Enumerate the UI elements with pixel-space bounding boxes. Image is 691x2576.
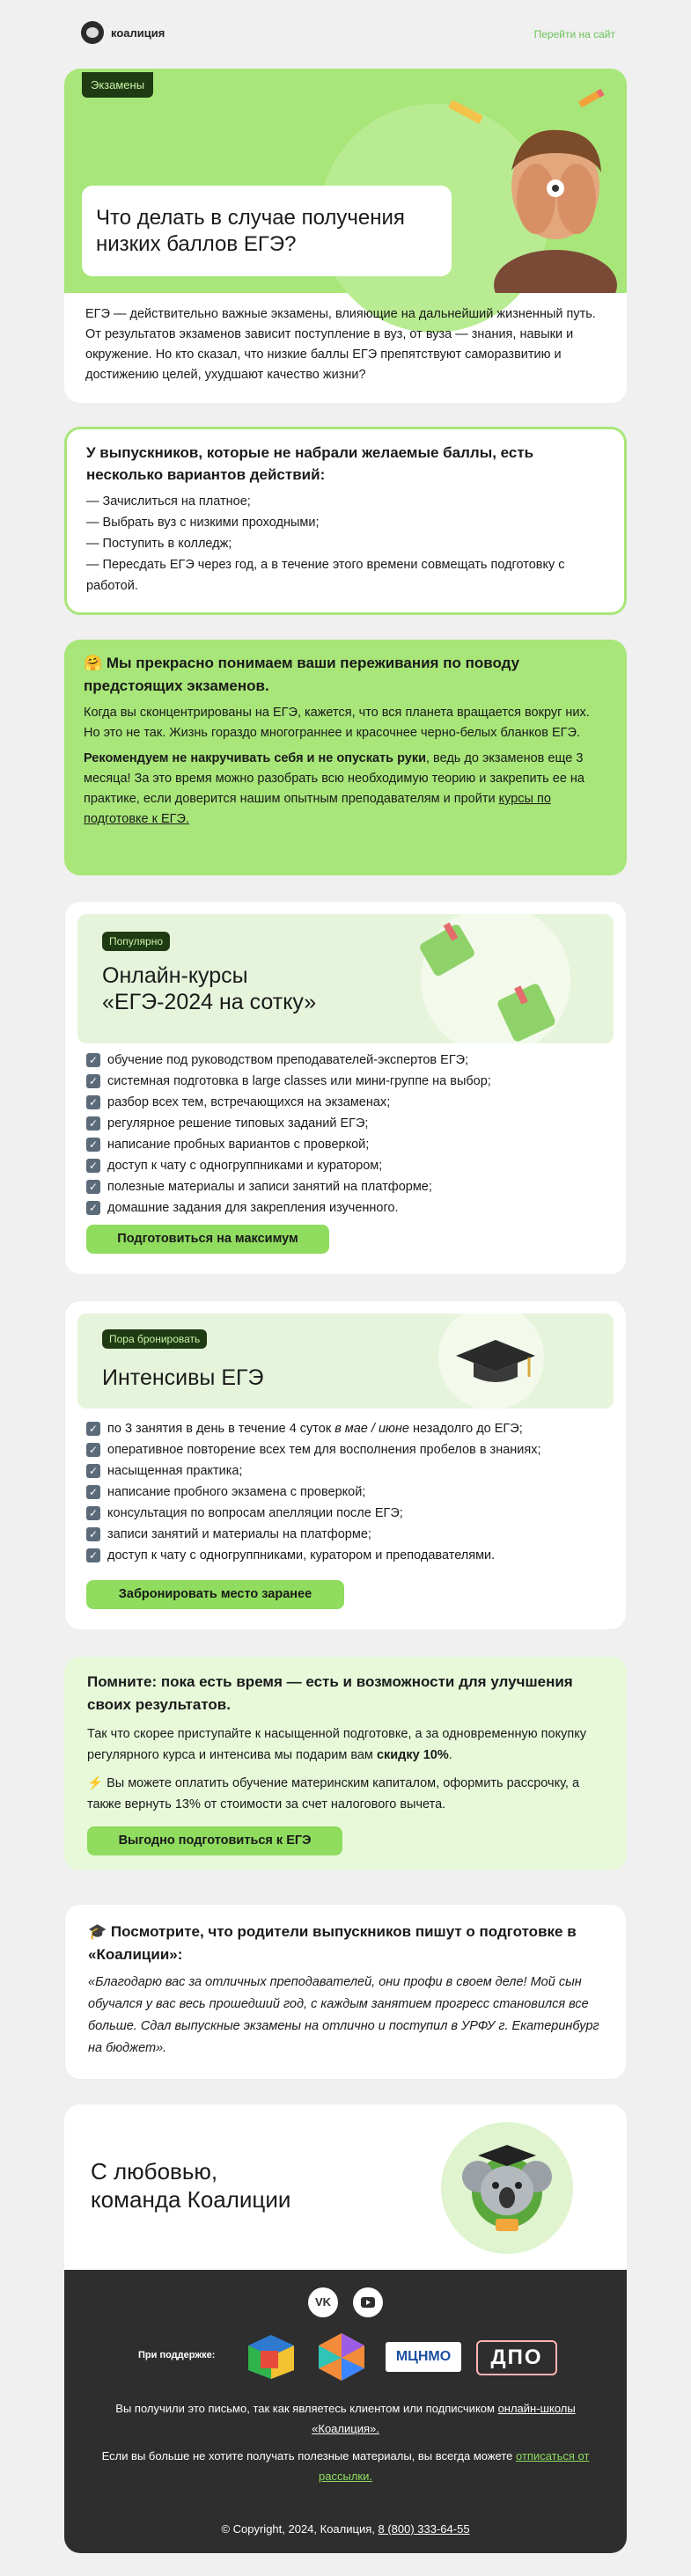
koala-mascot-icon: [441, 2122, 573, 2254]
signature-line: С любовью,: [91, 2158, 218, 2184]
youtube-icon[interactable]: [353, 2287, 383, 2317]
parents-review-card: [64, 1904, 627, 2080]
discount-text: Так что скорее приступайте к насыщенной подготовке, а за одновременную покупку регулярного курса и интенсива мы подарим вам: [87, 1727, 586, 1762]
feature-text-italic: в мае / июне: [334, 1422, 409, 1436]
list-item: — Поступить в колледж;: [86, 537, 232, 551]
check-icon: ✓: [86, 1201, 100, 1215]
options-list: [86, 491, 605, 596]
feature-text: системная подготовка в large classes или мини-группе на выбор;: [107, 1074, 491, 1088]
brand-logo[interactable]: [81, 21, 165, 44]
list-item: [86, 1092, 614, 1113]
feature-text: записи занятий и материалы на платформе;: [107, 1527, 371, 1541]
support-title: 🤗 Мы прекрасно понимаем ваши переживания по поводу предстоящих экзаменов.: [84, 655, 520, 694]
support-paragraph-2: [84, 749, 607, 830]
ege-courses-link[interactable]: курсы по подготовке к ЕГЭ.: [84, 792, 551, 826]
payment-paragraph: ⚡ Вы можете оплатить обучение материнским капиталом, оформить рассрочку, а также вернуть 13% от стоимости за счет налогового вычета.: [87, 1776, 580, 1811]
check-icon: ✓: [86, 1548, 100, 1562]
review-quote: «Благодарю вас за отличных преподавателей, они профи в своем деле! Мой сын обучался у вас весь прошедший год, с каждым занятием прогресс становился все больше. Сдал выпускные экзамены на отлично и поступил в УРФУ г. Екатеринбург на бюджет».: [88, 1975, 599, 2055]
hero-intro-text: ЕГЭ — действительно важные экзамены, влияющие на дальнейший жизненный путь. От результатов экзаменов зависит поступление в вуз, от вуза — знания, навыки и окружение. Но кто сказал, что низкие баллы ЕГЭ препятствуют саморазвитию и достижению целей, ухудшают качество жизни?: [85, 307, 596, 382]
check-icon: ✓: [86, 1464, 100, 1478]
check-icon: ✓: [86, 1159, 100, 1173]
course-features-list: [86, 1050, 614, 1218]
list-item: [86, 1418, 614, 1439]
graduation-cap-icon: [452, 1331, 540, 1393]
book-place-button[interactable]: Забронировать место заранее: [86, 1580, 344, 1609]
hero-banner: [64, 69, 627, 293]
feature-text: оперативное повторение всех тем для восполнения пробелов в знаниях;: [107, 1443, 541, 1457]
course-title: Интенсивы ЕГЭ: [102, 1365, 264, 1390]
feature-text: домашние задания для закрепления изученного.: [107, 1201, 399, 1215]
hero-title: Что делать в случае получения низких баллов ЕГЭ?: [82, 186, 452, 276]
discount-value: скидку 10%: [376, 1748, 449, 1762]
book-icon: [412, 914, 482, 984]
check-icon: ✓: [86, 1116, 100, 1131]
feature-text: полезные материалы и записи занятий на платформе;: [107, 1180, 432, 1194]
unsubscribe-text: Если вы больше не хотите получать полезные материалы, вы всегда можете: [101, 2449, 516, 2463]
course-title: [102, 962, 316, 1015]
list-item: [86, 1155, 614, 1176]
ruler-icon: [445, 95, 487, 130]
support-message-card: [64, 640, 627, 875]
copyright-text: © Copyright, 2024, Коалиция,: [221, 2522, 379, 2536]
unsubscribe-notice: [82, 2446, 609, 2486]
check-icon: ✓: [86, 1527, 100, 1541]
support-paragraph-1: Когда вы сконцентрированы на ЕГЭ, кажется, что вся планета вращается вокруг них. Но это не так. Жизнь гораздо многограннее и красочнее черно-белых бланков ЕГЭ.: [84, 706, 590, 740]
partner-logo-mcnmo: МЦНМО: [386, 2342, 461, 2372]
book-icon: [491, 976, 562, 1043]
list-item: — Выбрать вуз с низкими проходными;: [86, 516, 320, 530]
partner-logo-gem-icon: [315, 2331, 368, 2382]
feature-text: обучение под руководством преподавателей-экспертов ЕГЭ;: [107, 1053, 469, 1067]
feature-text: написание пробных вариантов с проверкой;: [107, 1138, 370, 1152]
discount-text-end: .: [448, 1748, 452, 1762]
remember-card: [64, 1657, 627, 1870]
prepare-max-button[interactable]: Подготовиться на максимум: [86, 1225, 329, 1254]
course-title-line: Онлайн-курсы: [102, 963, 248, 988]
list-item: [86, 1197, 614, 1218]
list-item: [86, 1545, 614, 1566]
booking-badge: Пора бронировать: [102, 1329, 207, 1349]
check-icon: ✓: [86, 1074, 100, 1088]
options-title: У выпускников, которые не набрали желаемые баллы, есть несколько вариантов действий:: [86, 444, 534, 483]
check-icon: ✓: [86, 1443, 100, 1457]
feature-text-part: незадолго до ЕГЭ;: [408, 1422, 523, 1436]
support-label: При поддержке:: [138, 2350, 216, 2360]
subscription-notice: [82, 2398, 609, 2439]
hero-tag: Экзамены: [82, 72, 153, 98]
course-title-line: «ЕГЭ-2024 на сотку»: [102, 990, 317, 1014]
list-item: [86, 1176, 614, 1197]
check-icon: ✓: [86, 1138, 100, 1152]
course-header: [77, 914, 614, 1043]
list-item: [86, 1134, 614, 1155]
list-item: [86, 1050, 614, 1071]
covering-face-illustration-icon: [485, 118, 617, 293]
go-to-site-link[interactable]: Перейти на сайт: [533, 28, 615, 40]
partner-logo-dpo: ДПО: [476, 2340, 557, 2375]
online-course-card: [64, 901, 627, 1275]
feature-text: доступ к чату с одногруппниками и куратором;: [107, 1159, 383, 1173]
check-icon: ✓: [86, 1095, 100, 1109]
parents-title: 🎓 Посмотрите, что родители выпускников пишут о подготовке в «Коалиции»:: [88, 1923, 577, 1963]
feature-text-part: по 3 занятия в день в течение 4 суток: [107, 1422, 335, 1436]
check-icon: ✓: [86, 1180, 100, 1194]
check-icon: ✓: [86, 1485, 100, 1499]
list-item: [86, 1503, 614, 1524]
check-icon: ✓: [86, 1422, 100, 1436]
feature-text: [107, 1418, 523, 1439]
list-item: [86, 1482, 614, 1503]
popular-badge: Популярно: [102, 932, 170, 951]
feature-text: доступ к чату с одногруппниками, куратором и преподавателями.: [107, 1548, 496, 1562]
feature-text: регулярное решение типовых заданий ЕГЭ;: [107, 1116, 369, 1131]
school-link[interactable]: онлайн-школы «Коалиция».: [312, 2402, 576, 2435]
unsubscribe-link[interactable]: отписаться от рассылки.: [319, 2449, 590, 2483]
list-item: [86, 1524, 614, 1545]
course-features-list: [86, 1418, 614, 1566]
list-item: [86, 1439, 614, 1460]
copyright: [82, 2519, 609, 2539]
notice-text: Вы получили это письмо, так как являетесь клиентом или подписчиком: [115, 2402, 498, 2415]
footer: [64, 2270, 627, 2553]
check-icon: ✓: [86, 1053, 100, 1067]
options-card: [64, 427, 627, 615]
hero-card: [64, 69, 627, 403]
list-item: [86, 1071, 614, 1092]
list-item: — Пересдать ЕГЭ через год, а в течение этого времени совмещать подготовку с работой.: [86, 558, 565, 593]
feature-text: насыщенная практика;: [107, 1464, 243, 1478]
list-item: — Зачислиться на платное;: [86, 494, 251, 509]
list-item: [86, 1113, 614, 1134]
koala-logo-icon: [81, 21, 104, 44]
prepare-profitably-button[interactable]: Выгодно подготовиться к ЕГЭ: [87, 1826, 342, 1855]
feature-text: консультация по вопросам апелляции после ЕГЭ;: [107, 1506, 403, 1520]
partner-logo-cube-icon: [245, 2331, 298, 2381]
course-header: [77, 1314, 614, 1409]
logo-text: коалиция: [111, 26, 165, 40]
signature-line: команда Коалиции: [91, 2186, 291, 2213]
feature-text: разбор всех тем, встречающихся на экзаменах;: [107, 1095, 391, 1109]
list-item: [86, 1460, 614, 1482]
phone-link[interactable]: 8 (800) 333-64-55: [378, 2522, 470, 2536]
recommendation-bold: Рекомендуем не накручивать себя и не опускать руки: [84, 751, 426, 765]
mascot-circle: [441, 2122, 573, 2254]
feature-text: написание пробного экзамена с проверкой;: [107, 1485, 366, 1499]
pencil-icon: [575, 86, 610, 113]
discount-paragraph: [87, 1723, 604, 1766]
recommendation-text: , ведь до экзаменов еще 3 месяца! За это время можно разобрать всю необходимую теорию и закрепить ее на практике, если доверится нашим опытным преподавателям и пройти: [84, 751, 584, 806]
remember-title: Помните: пока есть время — есть и возможности для улучшения своих результатов.: [87, 1673, 573, 1713]
check-icon: ✓: [86, 1506, 100, 1520]
signature-text: [91, 2157, 290, 2214]
vk-icon[interactable]: VK: [308, 2287, 338, 2317]
intensive-course-card: [64, 1300, 627, 1630]
signature-and-footer: [64, 2104, 627, 2553]
